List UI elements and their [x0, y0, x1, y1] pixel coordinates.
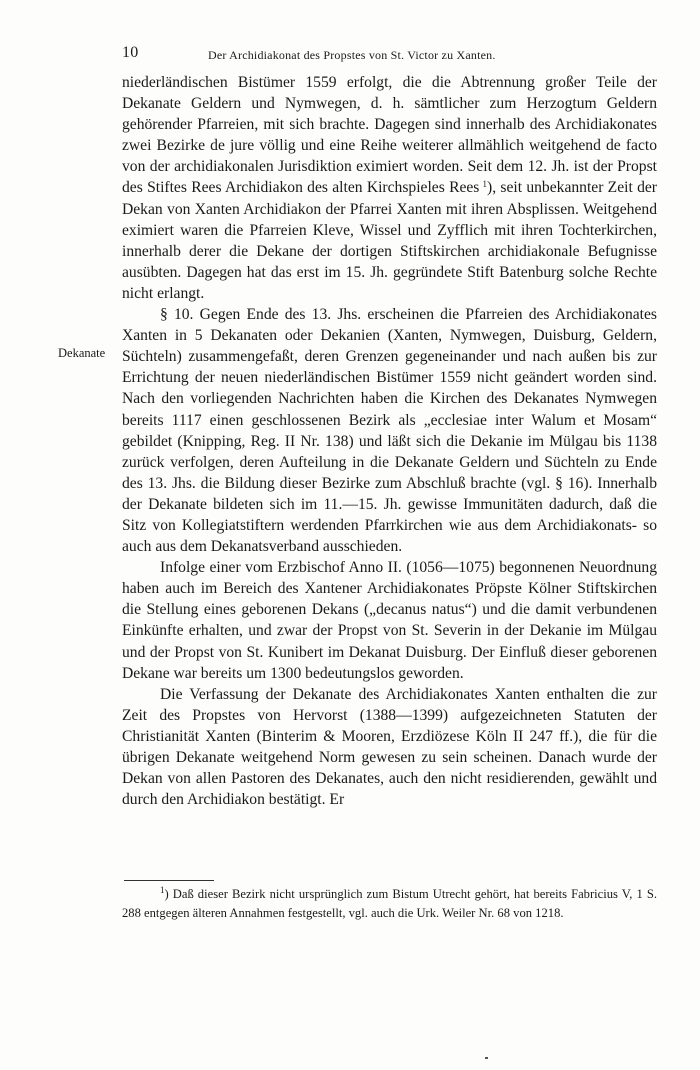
paragraph-section-10: § 10. Gegen Ende des 13. Jhs. erscheinen die Pfarreien des Archidiakonates Xanten in 5 Dekanaten oder Dekanien (Xanten, Nymwegen, Duisburg, Geldern, Süchteln) zusammengefaßt, deren Grenzen gegeneinander und nach außen bis zur Errichtung der neuen niederländischen Bistümer 1559 nicht geändert worden sind. Nach den vorliegenden Nachrichten haben die Kirchen des Dekanates Nymwegen bereits 1117 einen geschlossenen Bezirk als „ecclesiae inter Walum et Mosam“ gebildet (Knipping, Reg. II Nr. 138) und läßt sich die Dekanie im Mülgau bis 1138 zurück verfolgen, deren Aufteilung in die Dekanate Geldern und Süchteln zu Ende des 13. Jhs. die Bildung dieser Bezirke zum Abschluß brachte (vgl. § 16). Innerhalb der Dekanate bildeten sich im 11.—15. Jh. gewisse Immunitäten dadurch, daß die Sitz von Kollegiatstiftern werdenden Pfarrkirchen wie aus dem Archidiakonats- so auch aus dem Dekanatsverband ausschieden. [122, 306, 657, 556]
paragraph-anno: Infolge einer vom Erzbischof Anno II. (1056—1075) begonnenen Neuordnung haben auch im Bereich des Xantener Archidiakonates Pröpste Kölner Stiftskirchen die Stellung eines geborenen Dekans („decanus natus“) und die damit verbundenen Einkünfte erhalten, und zwar der Propst von St. Severin in der Dekanie im Mülgau und der Propst von St. Kunibert im Dekanat Duisburg. Der Einfluß dieser geborenen Dekane war bereits um 1300 bedeutungslos geworden. [122, 559, 657, 682]
footnote-reference: 1 [482, 179, 488, 190]
footnote-marker: 1 [160, 885, 165, 895]
paragraph-continuation [122, 72, 657, 304]
margin-note-dekanate: Dekanate [58, 346, 106, 360]
footnote-rule [124, 880, 214, 881]
body-text [122, 72, 657, 810]
paragraph-text: ), seit unbekannter Zeit der Dekan von Xanten Archidiakon der Pfarrei Xanten mit ihren Absplissen. Weitgehend eximiert waren die Pfarreien Kleve, Wissel und Zyfflich mit ihren Tochterkirchen, innerhalb derer die Dekane der dortigen Stiftskirchen archidiakonale Befugnisse ausübten. Dagegen hat das erst im 15. Jh. gegründete Stift Batenburg solche Rechte nicht erlangt. [122, 179, 657, 302]
page-number: 10 [122, 44, 139, 61]
scan-speck [485, 1057, 488, 1059]
footnote-paragraph [122, 885, 657, 922]
footnote [122, 885, 657, 922]
paragraph-verfassung: Die Verfassung der Dekanate des Archidiakonates Xanten enthalten die zur Zeit des Propstes von Hervorst (1388—1399) aufgezeichneten Statuten der Christianität Xanten (Binterim & Mooren, Erzdiözese Köln II 247 ff.), die für die übrigen Dekanate weitgehend Norm gewesen zu sein scheinen. Danach wurde der Dekan von allen Pastoren des Dekanates, auch den nicht residierenden, gewählt und durch den Archidiakon bestätigt. Er [122, 685, 657, 809]
footnote-text: ) Daß dieser Bezirk nicht ursprünglich zum Bistum Utrecht gehört, hat bereits Fabricius V, 1 S. 288 entgegen älteren Annahmen festgestellt, vgl. auch die Urk. Weiler Nr. 68 von 1218. [122, 887, 657, 920]
paragraph-text: niederländischen Bistümer 1559 erfolgt, die die Abtrennung großer Teile der Dekanate Geldern und Nymwegen, d. h. sämtlicher zum Herzogtum Geldern gehörender Pfarreien, mit sich brachte. Dagegen sind innerhalb des Archidiakonates zwei Bezirke de jure völlig und eine Reihe weiterer allmählich weitgehend de facto von der archidiakonalen Jurisdiktion eximiert worden. Seit dem 12. Jh. ist der Propst des Stiftes Rees Archidiakon des alten Kirchspieles Rees [122, 74, 657, 197]
running-title: Der Archidiakonat des Propstes von St. Victor zu Xanten. [208, 48, 496, 62]
